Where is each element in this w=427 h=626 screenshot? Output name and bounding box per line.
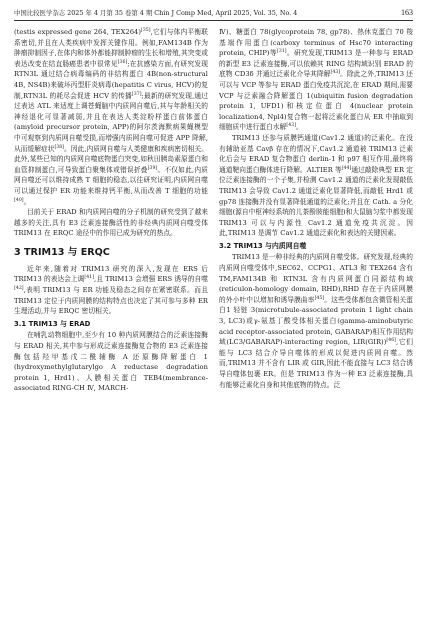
text-run: 。因此,内质网自噬与人类健康和疾病密切相关。此外,某些已知的内质网自噬底物蛋白突变,如秋田胰岛素原蛋白和血管抑制蛋白,可导致蛋白聚集体或错误折叠 xyxy=(14,144,208,174)
running-header xyxy=(14,8,413,21)
text-run: ,表明 TRIM13 与 ER 功能及稳态之间存在紧密联系。而且 TRIM13 定位于内质网膜的结构特点也决定了其可参与多种 ER 生理活动,并与 ERQC 密切相关。 xyxy=(14,286,208,316)
subsection-heading: 3.2 TRIM13 与内质网自噬 xyxy=(219,241,307,250)
text-run: TRIM13 还参与质膜钙通道(Cav1.2 通道)的泛素化。在没有辅助亚基 Cavβ 存在的情况下,Cav1.2 通道被 TRIM13 泛素化后会与 ERAD 复合物蛋白 derlin-1 和 p97 相互作用,最终将通道靶向蛋白酶体进行降解。ALTIER 等 xyxy=(219,133,413,174)
citation-ref: [46] xyxy=(386,337,397,343)
text-run: 。 xyxy=(23,197,31,206)
citation-ref: [38] xyxy=(54,144,65,150)
citation-ref: [44] xyxy=(341,165,352,171)
journal-citation: 中国比较医学杂志 2025 年 4 月第 35 卷第 4 期 Chin J Comp Med, April 2025, Vol. 35, No. 4 xyxy=(14,9,298,17)
page-number: 163 xyxy=(401,8,413,17)
citation-ref: [39] xyxy=(147,165,158,171)
text-run: (testis expressed gene 264, TEX264) xyxy=(14,28,141,36)
citation-ref: [43] xyxy=(286,123,297,129)
text-run: 。 xyxy=(296,123,303,132)
paragraph xyxy=(219,252,413,390)
citation-ref: [45] xyxy=(314,295,325,301)
citation-ref: [40] xyxy=(14,197,24,203)
text-run: 近年来,随着对 TRIM13 研究的深入,发现在 ERS 后 TRIM13 的表达会上调 xyxy=(14,264,208,284)
citation-ref: [43] xyxy=(330,70,341,76)
text-run: ,它们与体内平衡联系密切,并且在人类疾病中发挥关键作用。例如,FAM134B 作为肿瘤抑制因子,在体内和体外都能抑制肿瘤的生长和增殖,其突变或表达改变在结直肠癌患者中很常见 xyxy=(14,28,208,68)
text-run: ,且 TRIM13 会增强 ERS 诱导的自噬 xyxy=(94,275,209,284)
text-run: ,它们能与 LC3 结合介导自噬体的形成以促进内质网自噬。然而,TRIM13 并不含有 LIR 或 GIR,因此不能直接与 LC3 结合诱导自噬体包裹 ER。但是 TRIM13 作为一种 E3 泛素连接酶,具有能够泛素化自身和其他底物的特点。泛 xyxy=(219,338,413,389)
text-run: Ⅳ)、糖蛋白 78(glycoprotein 78, gp78)、热休克蛋白 70 羧基端作用蛋白(carboxy terminus of Hsc70 interacting protein, CHIP)等 xyxy=(219,28,413,58)
text-run: 通过敲除典型 ER 定位泛素连接酶的一个子集,并检测 Cav1.2 通道的泛素化发现敲低 TRIM13 会导致 Cav1.2 通道泛素化显著降低,而敲低 Hrd1 或 gp78 连接酶并没有显著降低通道的泛素化;并且在 Cath. a 分化细胞(源自中枢神经系统的儿茶酚胺能细胞)和大鼠脑匀浆中都发现 TRIM13 可以与内源性 Cav1.2 通道免疫共沉淀。因此,TRIM13 是调节 Cav1.2 通道泛素化和表达的关键因素。 xyxy=(219,165,413,238)
citation-ref: [35] xyxy=(140,27,151,33)
text-run: 。除此之外,TRIM13 还可以与 VCP 等参与 ERAD 蛋白免疫共沉淀,在 ERAD 期间,需要 VCP 与泛素融合降解蛋白 1(ubiquitin fusion degradation protein 1, UFD1)和核定位蛋白 4(nuclear protein localization4, Npl4)复合物一起将泛素化蛋白从 ER 中抽取到细胞质中进行蛋白水解 xyxy=(219,70,413,132)
section-heading: 3 TRIM13 与 ERQC xyxy=(14,246,110,258)
citation-ref: [31] xyxy=(277,48,287,54)
right-column xyxy=(219,27,413,394)
text-run: ;在抗感染方面,有研究发现 RTN3L 通过结合病毒编码的非结构蛋白 4B(non-structural 4B, NS4B)来破坏丙型肝炎病毒(hepatitis C virus, HCV)的复制,RTN3L 的耗尽会促进 HCV 的传播 xyxy=(14,59,209,100)
text-run: TRIM13 是一种非经典的内质网自噬受体。研究发现,经典的内质网自噬受体中,SEC62、CCPG1、ATL3 和 TEX264 含有 TM,FAM134B 和 RTN3L 含有内质网蛋白同源结构域(reticulon-homology domain, RHD),RHD 存在于内质网膜的外小叶中以增加和诱导膜曲率 xyxy=(219,253,413,304)
paragraph xyxy=(219,27,413,133)
paragraph: 在哺乳动物细胞中,至少有 10 种内质网膜结合的泛素连接酶与 ERAD 相关,其中参与形成泛素连接酶复合物的 E3 泛素连接酶包括羟甲基戊二酰辅酶 A 还原酶降解蛋白 1 (hydroxymethylglutarylgo A reductase degradation protein 1, Hrd1)、人膜相关蛋白 TEB4(membrance-associated RING-CH Ⅳ, MARCH- xyxy=(14,331,208,393)
paragraph: 目前关于 ERAD 和内质网自噬的分子机制的研究受到了越来越多的关注,具有 E3 泛素连接酶活性的非经典内质网自噬受体 TRIM13 在 ERQC 途径中的作用已成为研究的热点。 xyxy=(14,208,208,238)
citation-ref: [41] xyxy=(84,275,95,281)
body-columns xyxy=(14,27,413,394)
subsection-heading: 3.1 TRIM13 与 ERAD xyxy=(14,319,91,328)
text-run: 。这些受体都包含微管相关蛋白1 轻链 3(microtubule-associated protein 1 light chain 3, LC3)或γ-氨基丁酸受体相关蛋白(gamma-aminobutyric acid receptor-associated protein, GABARAP)相互作用结构域(LC3/GABARAP)-interacting region, LIR(GIR)) xyxy=(219,295,413,347)
paragraph xyxy=(14,264,208,317)
paragraph xyxy=(14,27,208,207)
text-run: 。不仅如此,内质网自噬还可以维持成熟 T 细胞的稳态,以往研究证明,内质网自噬可以通过保护 ER 功能来维持钙平衡,从而改善 T 细胞的功能 xyxy=(14,165,208,195)
citation-ref: [42] xyxy=(14,285,24,291)
text-run: 。研究发现,TRIM13 是一种参与 ERAD 的新型 E3 泛素连接酶,可以依赖其 RING 结构域识别 ERAD 的底物 CD3δ 并通过泛素化介导其降解 xyxy=(219,49,413,79)
left-column xyxy=(14,27,208,394)
citation-ref: [36] xyxy=(117,59,128,65)
citation-ref: [37] xyxy=(131,91,142,97)
text-run: ;最新的研究发现,通过过表达 ATL 来适度上调苍蝇脑中内质网自噬后,其与年龄相关的神经退化可显著减弱,并且在表达人类淀粉样蛋白前体蛋白(amyloid precursor protein, APP)的阿尔茨海默病果蝇模型中可观察到内质网自噬受损,而增强内质网自噬可促进 APP 降解,从而缓解症状 xyxy=(14,91,208,153)
paragraph xyxy=(219,133,413,239)
